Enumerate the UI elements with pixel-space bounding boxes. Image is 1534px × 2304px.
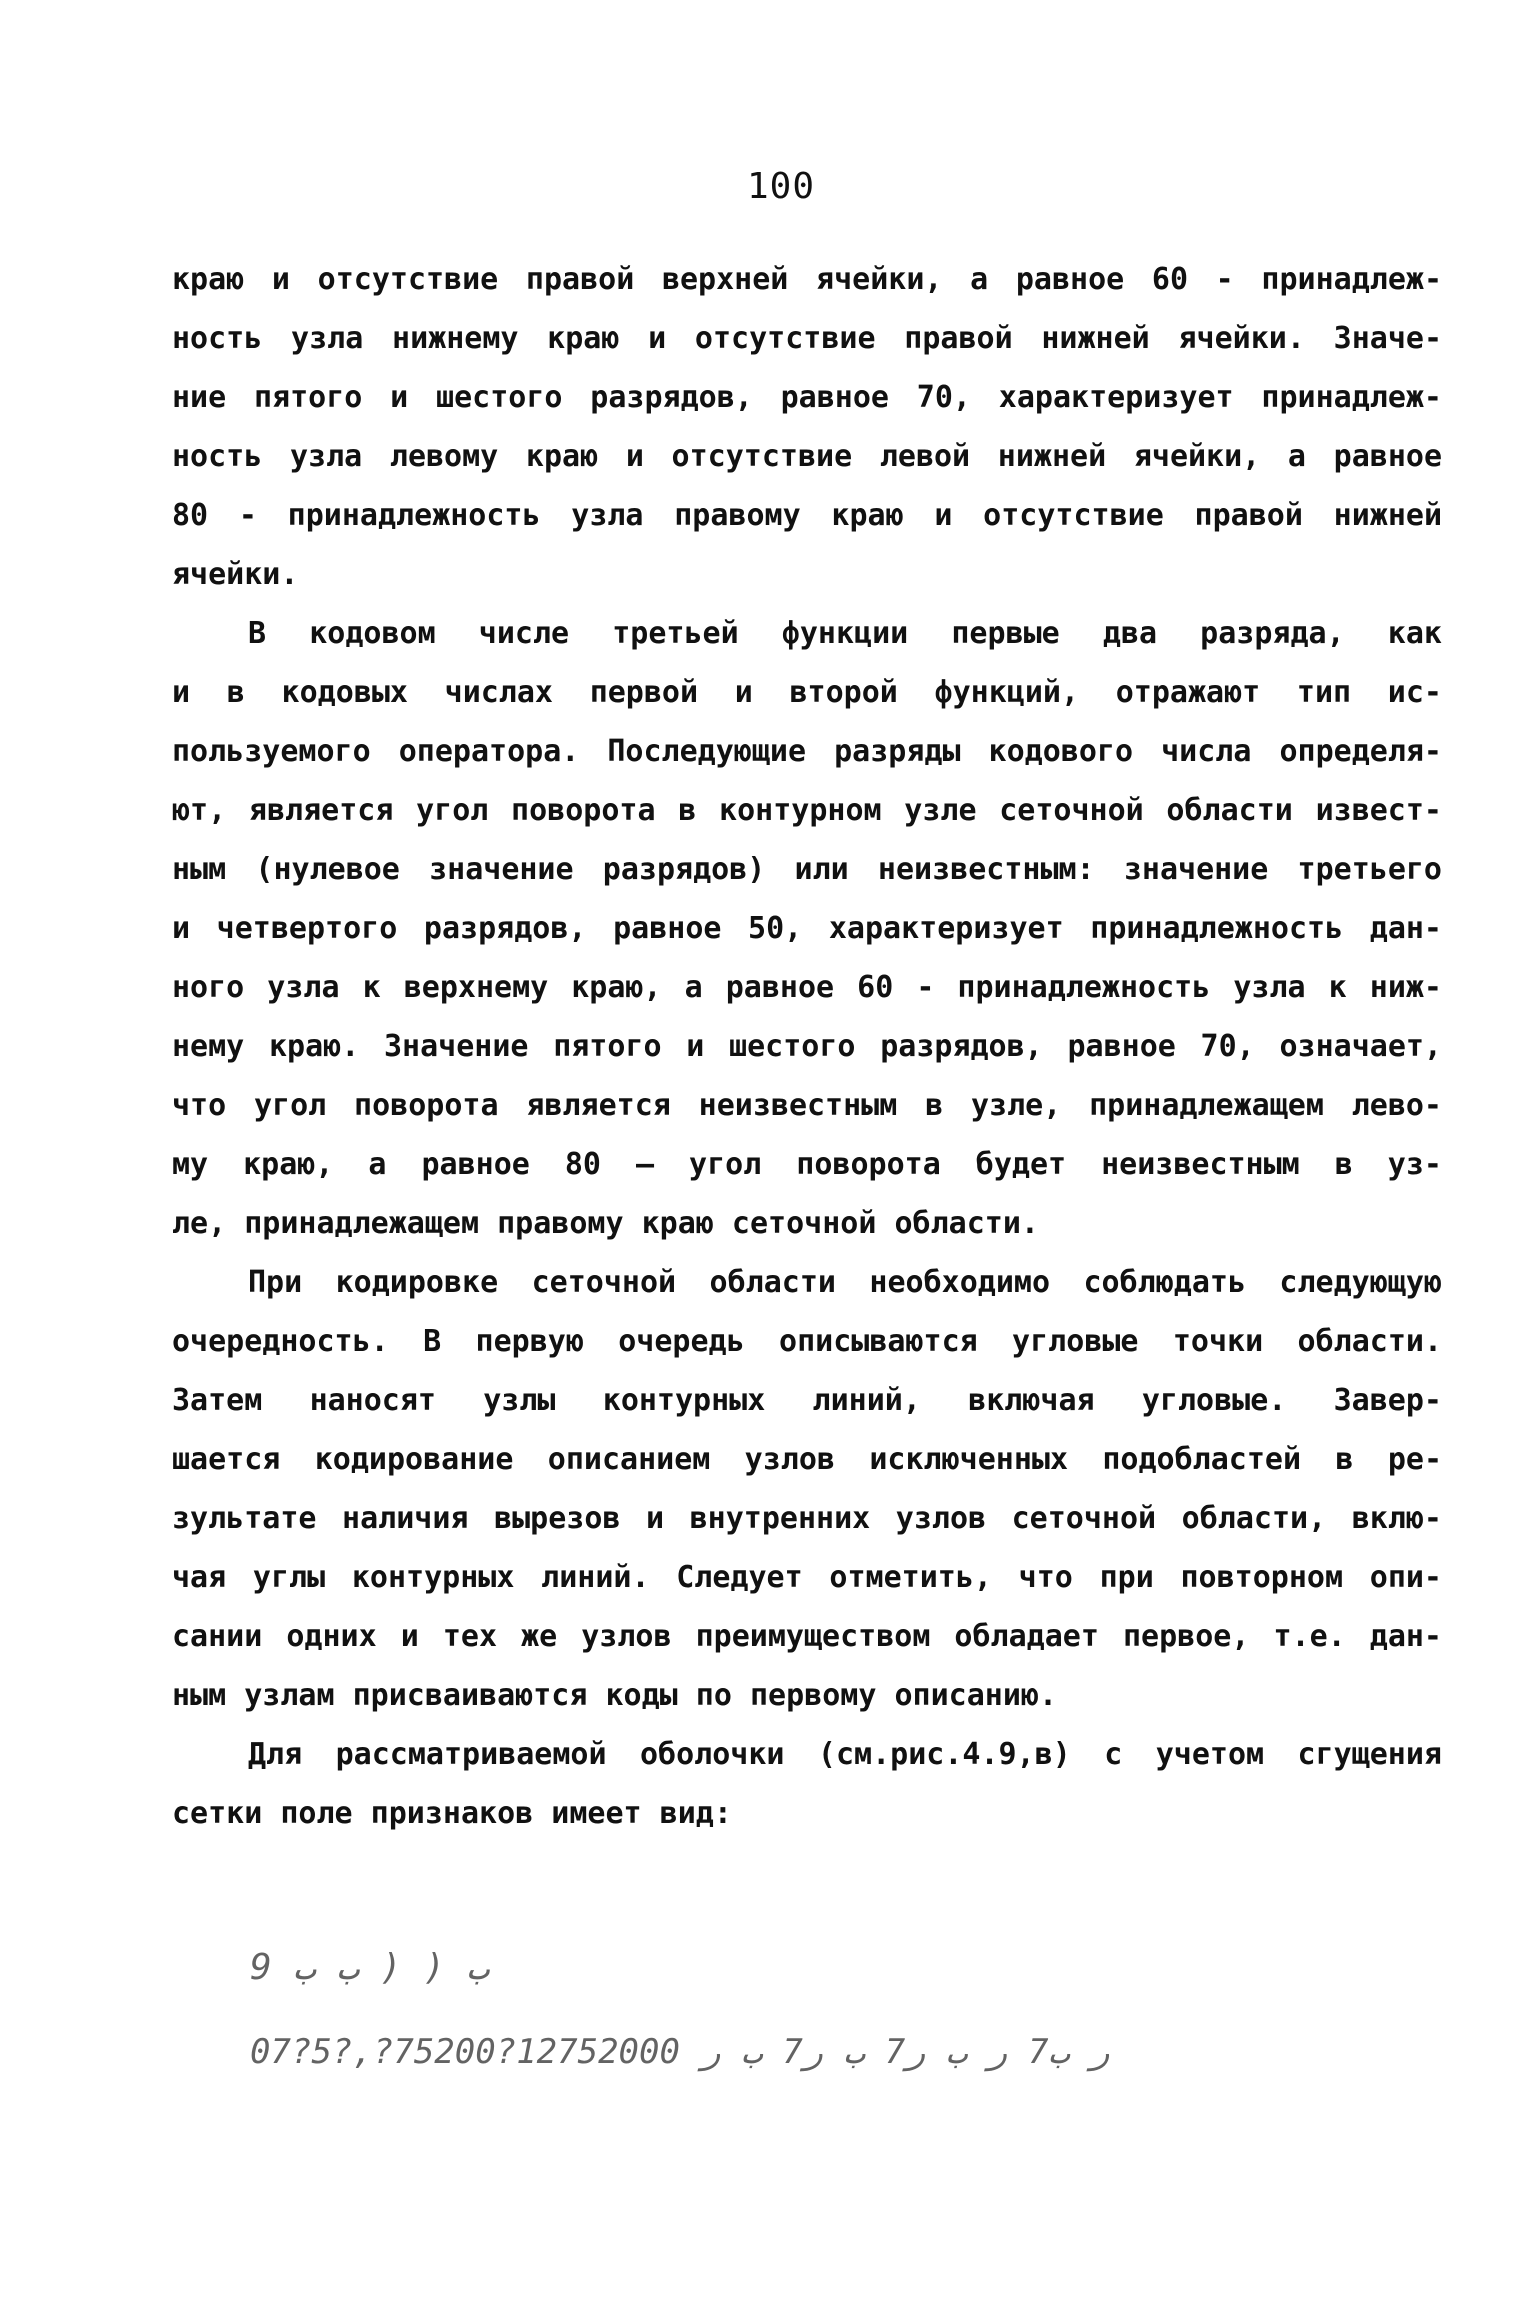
text-line: ние пятого и шестого разрядов, равное 70, характеризует принадлеж- — [172, 380, 1442, 415]
page-number: 100 — [747, 166, 816, 207]
text-line: краю и отсутствие правой верхней ячейки, а равное 60 - принадлеж- — [172, 262, 1442, 297]
text-line: Затем наносят узлы контурных линий, включая угловые. Завер- — [172, 1383, 1442, 1418]
text-line: ность узла левому краю и отсутствие левой нижней ячейки, а равное — [172, 439, 1442, 474]
code-line: ر ب7 ر ب ر7 ب ر7 ب ر 12752000?75200?,?5?07 — [250, 2032, 1110, 2072]
text-line: нему краю. Значение пятого и шестого разрядов, равное 70, означает, — [172, 1029, 1442, 1064]
paragraph-3 — [172, 1253, 1442, 1725]
text-line: ность узла нижнему краю и отсутствие правой нижней ячейки. Значе- — [172, 321, 1442, 356]
text-line: зультате наличия вырезов и внутренних узлов сеточной области, вклю- — [172, 1501, 1442, 1536]
code-line: ب ( ( ب ب 9 — [250, 1947, 489, 1988]
text-line: что угол поворота является неизвестным в узле, принадлежащем лево- — [172, 1088, 1442, 1123]
paragraph-2 — [172, 604, 1442, 1253]
text-line: При кодировке сеточной области необходимо соблюдать следующую — [248, 1265, 1442, 1300]
text-line: и четвертого разрядов, равное 50, характеризует принадлежность дан- — [172, 911, 1442, 946]
text-line: ле, принадлежащем правому краю сеточной области. — [172, 1206, 1039, 1241]
text-line: Для рассматриваемой оболочки (см.рис.4.9,в) с учетом сгущения — [248, 1737, 1442, 1772]
text-line: 80 - принадлежность узла правому краю и отсутствие правой нижней — [172, 498, 1442, 533]
text-line: ют, является угол поворота в контурном узле сеточной области извест- — [172, 793, 1442, 828]
text-line: шается кодирование описанием узлов исключенных подобластей в ре- — [172, 1442, 1442, 1477]
text-line: му краю, а равное 80 — угол поворота будет неизвестным в уз- — [172, 1147, 1442, 1182]
text-line: ным узлам присваиваются коды по первому описанию. — [172, 1678, 1058, 1713]
text-line: сетки поле признаков имеет вид: — [172, 1796, 732, 1831]
paragraph-1 — [172, 250, 1442, 604]
text-line: В кодовом числе третьей функции первые два разряда, как — [248, 616, 1442, 651]
text-line: пользуемого оператора. Последующие разряды кодового числа определя- — [172, 734, 1442, 769]
text-line: ным (нулевое значение разрядов) или неизвестным: значение третьего — [172, 852, 1442, 887]
text-line: чая углы контурных линий. Следует отметить, что при повторном опи- — [172, 1560, 1442, 1595]
text-line: и в кодовых числах первой и второй функций, отражают тип ис- — [172, 675, 1442, 710]
feature-field-codes — [250, 1926, 1300, 2094]
text-line: очередность. В первую очередь описываются угловые точки области. — [172, 1324, 1442, 1359]
body-text — [172, 250, 1442, 1843]
paragraph-4 — [172, 1725, 1442, 1843]
text-line: ячейки. — [172, 557, 299, 592]
text-line: сании одних и тех же узлов преимуществом обладает первое, т.е. дан- — [172, 1619, 1442, 1654]
text-line: ного узла к верхнему краю, а равное 60 - принадлежность узла к ниж- — [172, 970, 1442, 1005]
